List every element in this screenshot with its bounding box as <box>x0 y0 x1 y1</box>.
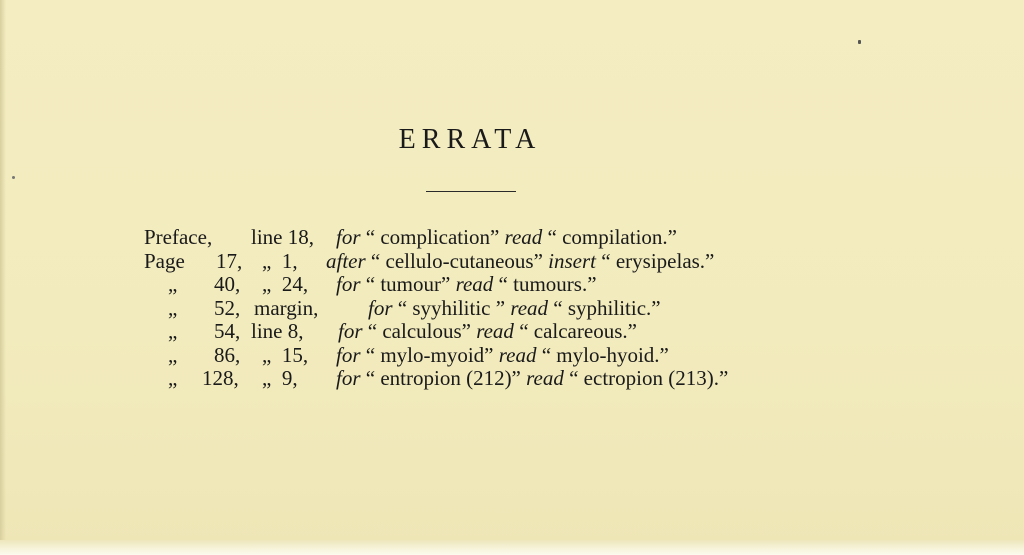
errata-line-ref: line 18, <box>251 225 314 249</box>
errata-instruction: read <box>455 272 494 296</box>
errata-label: Page <box>144 248 185 273</box>
errata-instruction: for <box>336 272 361 296</box>
ink-speck <box>12 176 15 179</box>
errata-correction <box>336 344 669 368</box>
errata-label: „ <box>168 295 178 320</box>
errata-line-ref: „ 1, <box>262 248 298 273</box>
errata-line-ref: line 8, <box>251 319 304 343</box>
errata-row <box>0 320 1024 344</box>
errata-label: Preface, <box>144 225 213 249</box>
errata-correction <box>338 320 637 344</box>
errata-text: “ syphilitic.” <box>548 295 661 320</box>
errata-text: “ erysipelas.” <box>596 248 715 273</box>
errata-correction <box>326 250 714 274</box>
errata-instruction: for <box>368 295 393 320</box>
errata-instruction: for <box>336 225 361 249</box>
errata-text: “ tumours.” <box>493 272 597 296</box>
page-bottom-edge <box>0 540 1024 555</box>
errata-instruction: read <box>498 342 537 367</box>
errata-label: „ <box>168 342 178 367</box>
errata-correction <box>336 367 728 391</box>
errata-line-ref: „ 9, <box>262 366 298 390</box>
errata-page-number: 128, <box>202 366 239 390</box>
errata-text: “ syyhilitic ” <box>392 295 511 320</box>
errata-text: “ compilation.” <box>542 225 677 249</box>
errata-title <box>0 124 940 156</box>
errata-label: „ <box>168 366 178 390</box>
errata-instruction: read <box>504 225 543 249</box>
errata-page-number: 54, <box>214 319 241 343</box>
errata-list <box>0 226 1024 391</box>
errata-line-ref: margin, <box>254 295 319 320</box>
errata-line-ref: „ 24, <box>262 272 309 296</box>
errata-correction <box>336 273 597 297</box>
errata-instruction: read <box>510 295 549 320</box>
errata-page-number: 17, <box>216 248 243 273</box>
errata-instruction: for <box>336 342 361 367</box>
errata-text: “ calculous” <box>362 319 477 343</box>
errata-correction <box>336 226 677 250</box>
errata-page-number: 86, <box>214 342 241 367</box>
errata-instruction: for <box>338 319 363 343</box>
errata-row <box>0 273 1024 297</box>
errata-row <box>0 297 1024 321</box>
errata-text: “ entropion (212)” <box>360 366 527 390</box>
errata-page-number: 52, <box>214 295 241 320</box>
errata-text: “ mylo-hyoid.” <box>536 342 669 367</box>
errata-row <box>0 344 1024 368</box>
errata-text: “ calcareous.” <box>513 319 637 343</box>
errata-page-number: 40, <box>214 272 241 296</box>
errata-title-text: ERRATA <box>398 124 542 155</box>
errata-instruction: insert <box>548 248 597 273</box>
errata-instruction: for <box>336 366 361 390</box>
errata-text: “ complication” <box>360 225 505 249</box>
errata-row <box>0 250 1024 274</box>
errata-row <box>0 226 1024 250</box>
ink-speck <box>858 40 861 44</box>
errata-label: „ <box>168 272 178 296</box>
errata-text: “ ectropion (213).” <box>563 366 729 390</box>
errata-line-ref: „ 15, <box>262 342 309 367</box>
errata-instruction: after <box>326 248 366 273</box>
errata-correction <box>368 297 661 321</box>
errata-instruction: read <box>476 319 514 343</box>
errata-instruction: read <box>526 366 564 390</box>
errata-text: “ cellulo-cutaneous” <box>365 248 549 273</box>
errata-label: „ <box>168 319 178 343</box>
errata-row <box>0 367 1024 391</box>
errata-text: “ mylo-myoid” <box>360 342 499 367</box>
errata-text: “ tumour” <box>360 272 456 296</box>
title-rule <box>426 191 516 192</box>
